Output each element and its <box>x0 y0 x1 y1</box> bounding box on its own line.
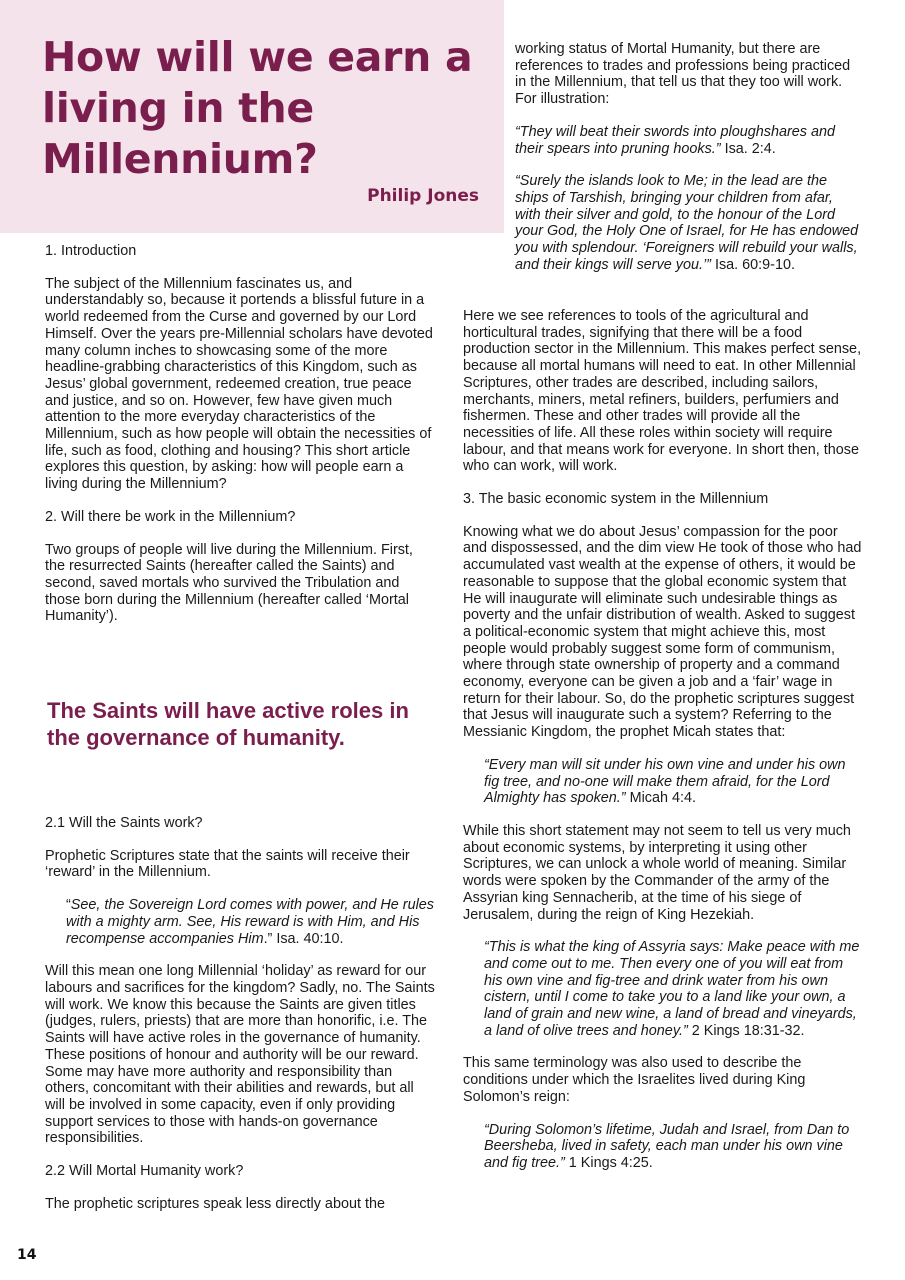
quote-text: “Surely the islands look to Me; in the lead are the ships of Tarshish, bringing your children from afar, with their silver and gold, to the honour of the Lord your God, the Holy One of Israel, for He has endowed you with splendour. ‘Foreigners will rebuild your walls, and their kings will serve you.’” <box>515 173 859 273</box>
scripture-quote <box>484 1122 863 1172</box>
scripture-quote <box>515 124 860 157</box>
scripture-quote <box>66 897 435 947</box>
paragraph: This same terminology was also used to describe the conditions under which the Israelites lived during King Solomon’s reign: <box>463 1055 806 1105</box>
right-column <box>463 308 863 1188</box>
section-heading: 3. The basic economic system in the Millennium <box>463 491 769 508</box>
quote-reference: Isa. 60:9-10. <box>710 256 795 273</box>
scripture-quote <box>484 757 863 807</box>
article-title: How will we earn a living in the Millennium? <box>42 33 473 183</box>
quote-text: “This is what the king of Assyria says: Make peace with me and come out to me. Then every one of you will eat from his own vine and fig-tree and drink water from his own cistern, until I come to take you to a land like your own, a land of grain and new wine, a land of bread and vineyards, a land of olive trees and honey.” <box>484 939 860 1039</box>
pull-quote: The Saints will have active roles in the governance of humanity. <box>47 698 409 751</box>
scripture-quote <box>515 173 860 273</box>
quote-reference: 2 Kings 18:31-32. <box>687 1022 805 1039</box>
quote-open-mark: “ <box>66 897 71 914</box>
quote-reference: .” Isa. 40:10. <box>263 930 344 947</box>
right-column-top <box>515 41 860 289</box>
page-number: 14 <box>17 1247 37 1263</box>
paragraph: Will this mean one long Millennial ‘holiday’ as reward for our labours and sacrifices for the kingdom? Sadly, no. The Saints will work. We know this because the Saints are given titles (judges, rulers, priests) that are more than honorific, i.e. The Saints will have active roles in the governance of humanity. These positions of honour and authority will be our reward. Some may have more authority and responsibility than others, concomitant with their abilities and rewards, but all will be involved in some capacity, even if only providing support services to those with hands-on governance responsibilities. <box>45 963 435 1147</box>
author-byline: Philip Jones <box>367 186 479 206</box>
paragraph: working status of Mortal Humanity, but there are references to trades and professions being practiced in the Millennium, that tell us that they too will work. For illustration: <box>515 41 851 108</box>
section-heading: 2.2 Will Mortal Humanity work? <box>45 1163 244 1180</box>
quote-text: “During Solomon’s lifetime, Judah and Israel, from Dan to Beersheba, lived in safety, each man under his own vine and fig tree.” <box>484 1121 850 1171</box>
quote-reference: Micah 4:4. <box>625 790 696 807</box>
section-heading: 2. Will there be work in the Millennium? <box>45 508 296 525</box>
paragraph: Knowing what we do about Jesus’ compassion for the poor and dispossessed, and the dim view He took of those who had accumulated vast wealth at the expense of others, it would be reasonable to suppose that the global economic system that He will inaugurate will eliminate such undesirable things as poverty and the unfair distribution of wealth. Asked to suggest a political-economic system that might achieve this, most people would probably suggest some form of communism, where through state ownership of property and a command economy, everyone can be given a job and a ‘fair’ wage in return for their labour. So, do the prophetic scriptures suggest that Jesus will inaugurate such a system? Referring to the Messianic Kingdom, the prophet Micah states that: <box>463 523 862 741</box>
paragraph: The prophetic scriptures speak less directly about the <box>45 1195 385 1212</box>
quote-reference: 1 Kings 4:25. <box>564 1154 653 1171</box>
quote-reference: Isa. 2:4. <box>720 140 776 157</box>
quote-text: See, the Sovereign Lord comes with power, and He rules with a mighty arm. See, His reward is with Him, and His recompense accompanies Him <box>66 897 434 947</box>
paragraph: While this short statement may not seem to tell us very much about economic systems, by interpreting it using other Scriptures, we can unlock a whole world of meaning. Similar words were spoken by the Commander of the army of the Assyrian king Sennacherib, at the time of his siege of Jerusalem, during the reign of King Hezekiah. <box>463 822 851 923</box>
paragraph: Here we see references to tools of the agricultural and horticultural trades, signifying that there will be a food production sector in the Millennium. This makes perfect sense, because all mortal humans will need to eat. In other Millennial Scriptures, other trades are described, including sailors, merchants, miners, metal refiners, builders, perfumiers and fishermen. These and other trades will provide all the necessities of life. All these roles within society will require labour, and that means work for everyone. In short then, those who can work, will work. <box>463 308 862 475</box>
quote-text: “They will beat their swords into ploughshares and their spears into pruning hooks.” <box>515 123 835 157</box>
left-column <box>45 243 435 1228</box>
paragraph: Prophetic Scriptures state that the saints will receive their ‘reward’ in the Millennium. <box>45 847 410 881</box>
section-heading: 2.1 Will the Saints work? <box>45 815 203 832</box>
scripture-quote <box>484 939 863 1039</box>
paragraph: The subject of the Millennium fascinates us, and understandably so, because it portends a blissful future in a world redeemed from the Curse and governed by our Lord Himself. Over the years pre-Millennial scholars have devoted many column inches to showcasing some of the more headline-grabbing characteristics of this Kingdom, such as Jesus’ global government, redeemed creation, true peace and justice, and so on. However, few have given much attention to the more everyday characteristics of the Millennium, such as how people will obtain the necessities of life, such as food, clothing and housing? This short article explores this question, by asking: how will people earn a living during the Millennium? <box>45 275 433 493</box>
paragraph: Two groups of people will live during the Millennium. First, the resurrected Saints (hereafter called the Saints) and second, saved mortals who survived the Tribulation and those born during the Millennium (hereafter called ‘Mortal Humanity’). <box>45 541 413 625</box>
quote-text: “Every man will sit under his own vine and under his own fig tree, and no-one will make them afraid, for the Lord Almighty has spoken.” <box>484 756 846 807</box>
section-heading: 1. Introduction <box>45 243 137 259</box>
